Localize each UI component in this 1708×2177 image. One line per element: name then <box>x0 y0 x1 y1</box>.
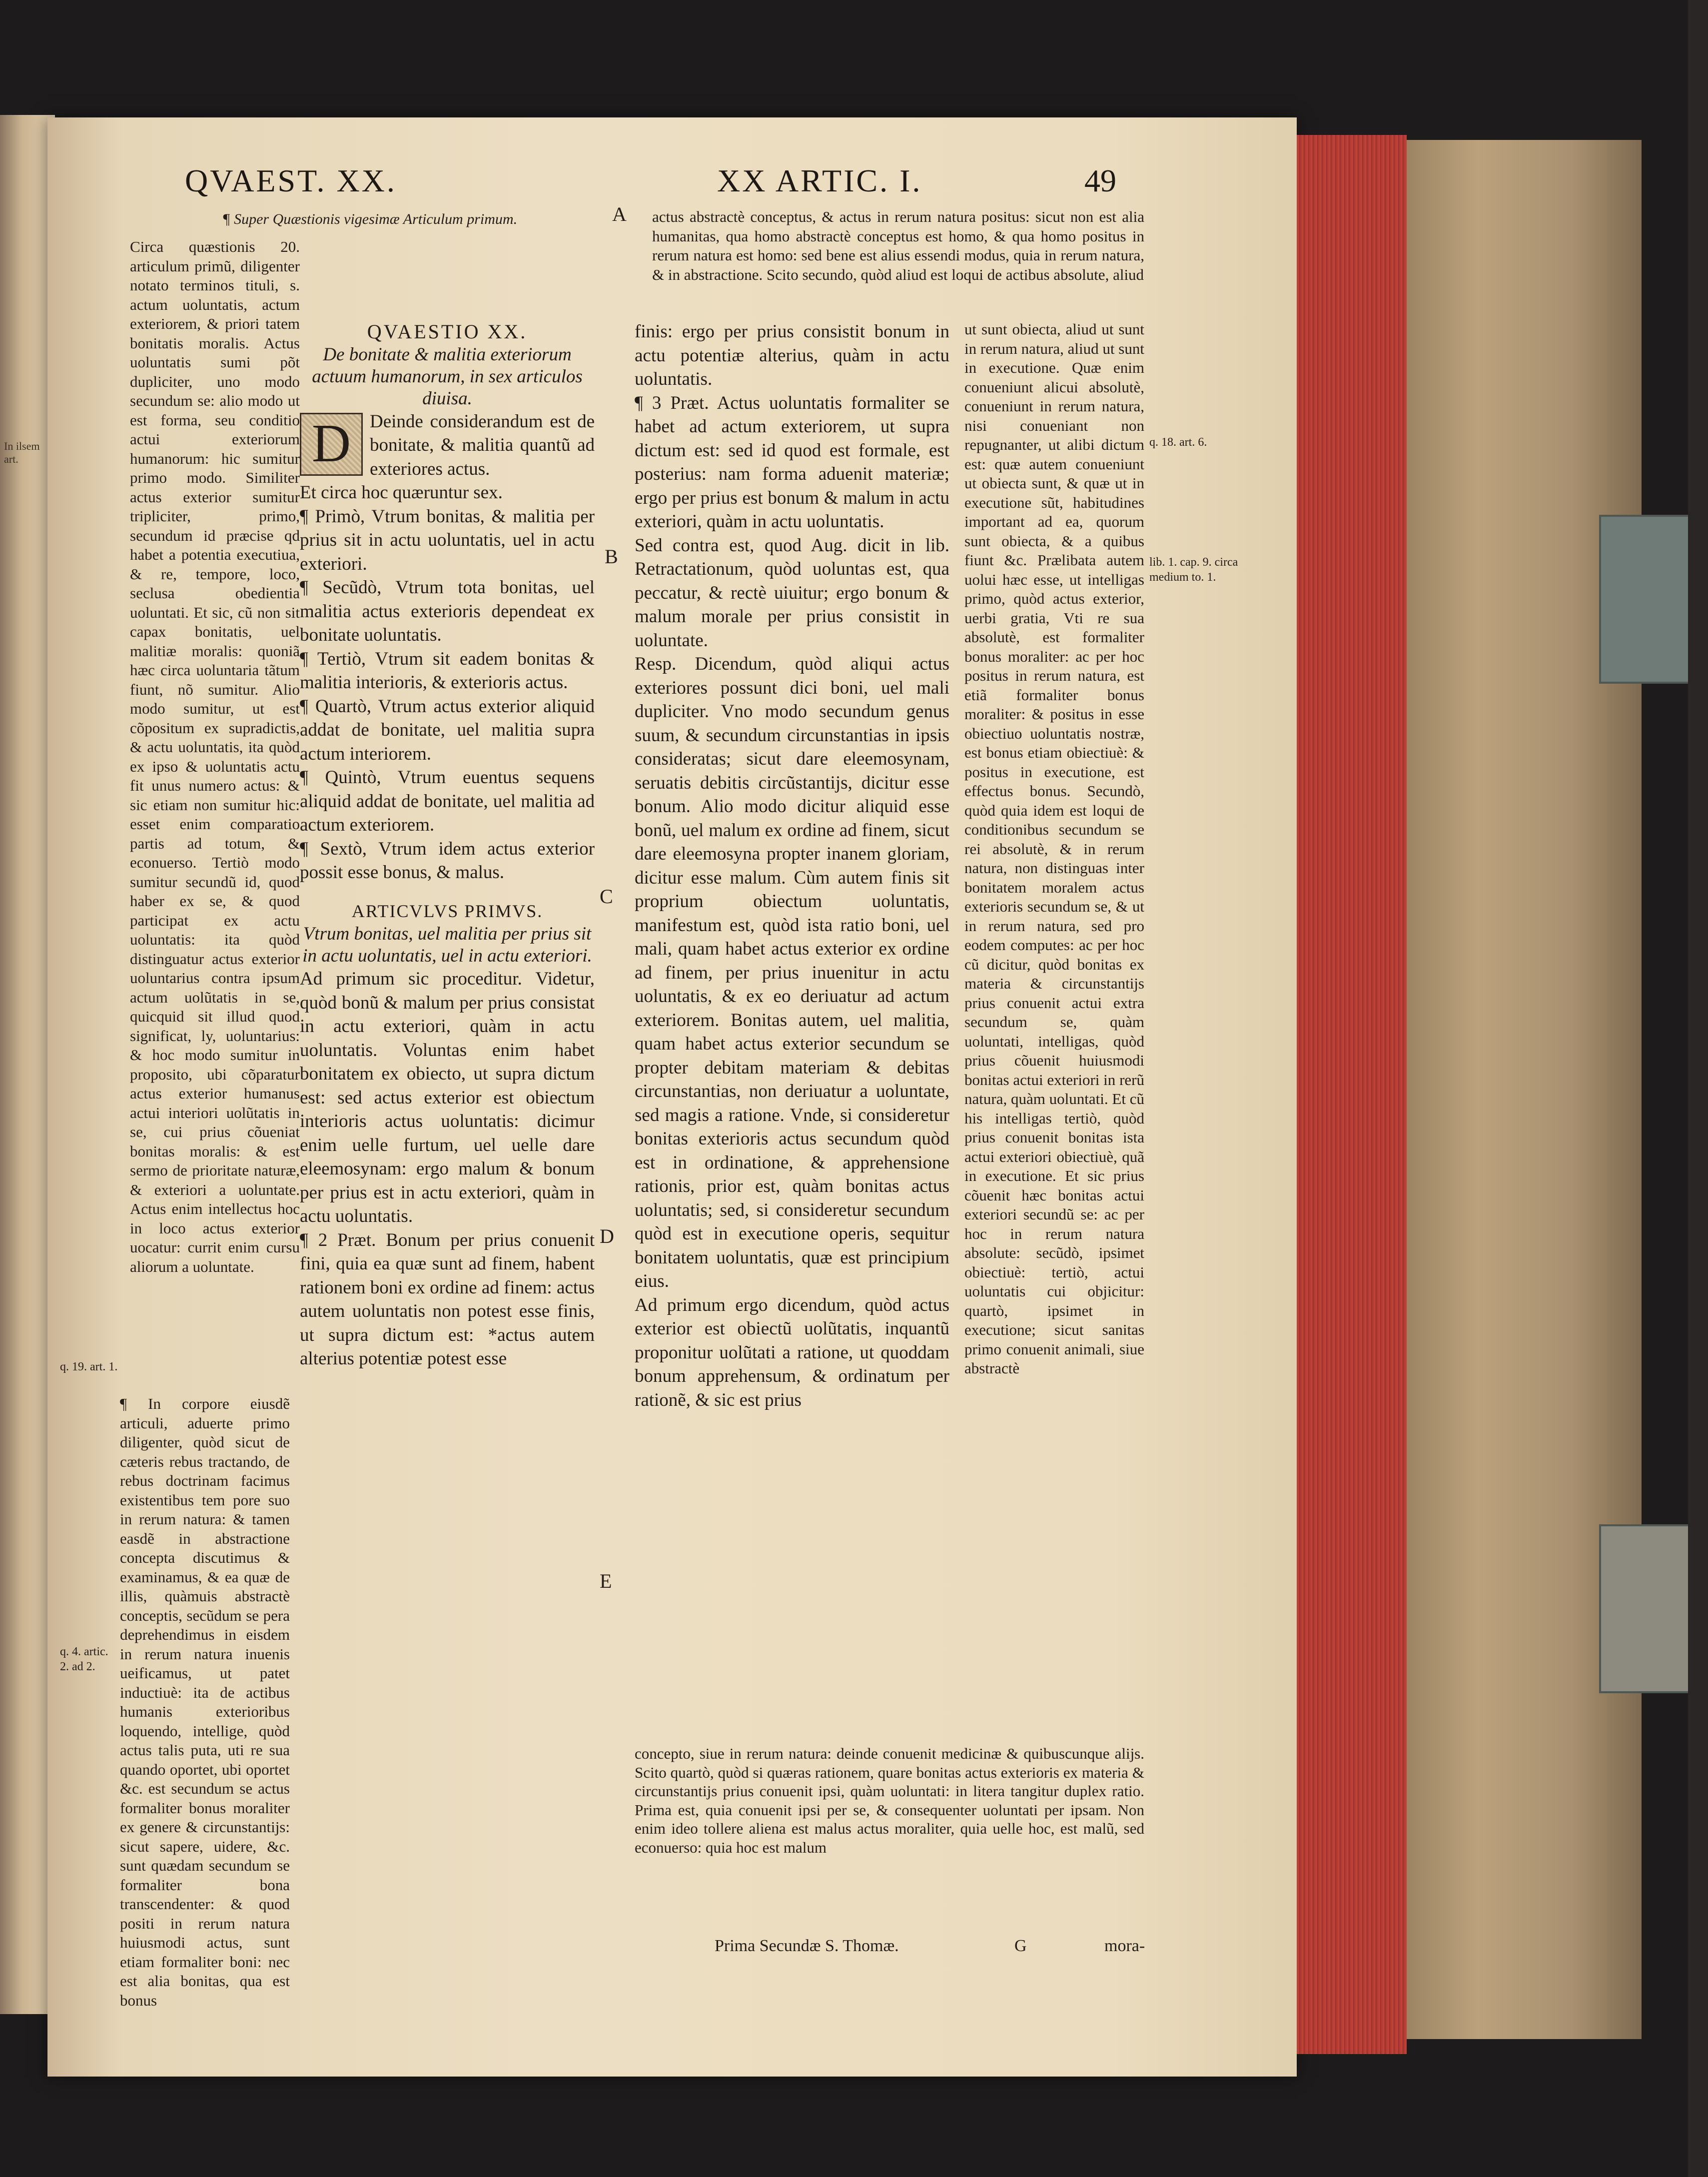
quaestio-subtitle: De bonitate & malitia exteriorum actuum humanorum, in sex articulos diuisa. <box>312 344 583 409</box>
article-title: ARTICVLVS PRIMVS. <box>351 901 543 921</box>
clasp-bottom <box>1599 1524 1698 1693</box>
page-header <box>185 162 1174 207</box>
question-2: ¶ Secũdò, Vtrum tota bonitas, uel malitia actus exterioris dependeat ex bonitate uoluntatis. <box>300 577 595 645</box>
section-letter-a: A <box>612 203 627 225</box>
margin-note-left-2: q. 4. artic. 2. ad 2. <box>60 1645 108 1673</box>
article-subtitle: Vtrum bonitas, uel malitia per prius sit in actu uoluntatis, uel in actu exteriori. <box>302 924 592 966</box>
header-quaestio: QVAEST. XX. <box>185 163 397 198</box>
objection-1-end: finis: ergo per prius consistit bonum in actu potentiæ alterius, quàm in actu uoluntatis. <box>635 321 949 389</box>
margin-note-right-1: q. 18. art. 6. <box>1149 436 1207 449</box>
running-footer: Prima Secundæ S. Thomæ. <box>715 1937 899 1955</box>
article-column <box>635 320 949 1412</box>
question-3: ¶ Tertiò, Vtrum sit eadem bonitas & malitia interioris, & exterioris actus. <box>300 648 595 693</box>
article-text-2: ¶ 2 Præt. Bonum per prius conuenit fini, quia ea quæ sunt ad finem, habent rationem boni ex ordine ad finem: actus autem uoluntatis non potest esse finis, ut supra dictum est: *actus autem alterius potentiæ potest esse <box>300 1229 595 1369</box>
previous-page-edge <box>0 115 55 2014</box>
section-letter-b: B <box>605 545 618 568</box>
quaestio-title: QVAESTIO XX. <box>367 320 528 343</box>
scan-edge <box>1688 0 1708 2177</box>
page-number: 49 <box>1084 163 1116 198</box>
quaestio-column <box>300 320 595 1371</box>
section-letter-e: E <box>600 1570 612 1592</box>
question-6: ¶ Sextò, Vtrum idem actus exterior possit esse bonus, & malus. <box>300 838 595 883</box>
quaestio-intro: D Deinde considerandum est de bonitate, & malitia quantũ ad exteriores actus. <box>300 410 595 481</box>
section-letter-d: D <box>600 1225 614 1247</box>
margin-note-right-2: lib. 1. cap. 9. circa medium to. 1. <box>1149 556 1238 584</box>
page-footer <box>715 1937 1164 1956</box>
margin-note-left-1: q. 19. art. 1. <box>60 1360 118 1373</box>
quaestio-intro-2: Et circa hoc quæruntur sex. <box>300 482 503 503</box>
commentary-heading: ¶ Super Quæstionis vigesimæ Articulum primum. <box>222 211 518 227</box>
question-1: ¶ Primò, Vtrum bonitas, & malitia per prius sit in actu uoluntatis, uel in actu exteriori. <box>300 506 595 574</box>
red-fore-edge <box>1297 135 1407 2054</box>
header-articulus: XX ARTIC. I. <box>717 163 922 198</box>
ad-primum: Ad primum ergo dicendum, quòd actus exterior est obiectũ uolũtatis, inquantũ proponitur uolũtati a ratione, ut quoddam bonum apprehensum, & ordinatum per rationẽ, & sic est prius <box>635 1294 949 1410</box>
article-text: Ad primum sic proceditur. Videtur, quòd bonũ & malum per prius consistat in actu exteriori, quàm in actu uoluntatis. Voluntas enim habet bonitatem ex obiecto, ut supra dictum est: sed actus exterior est obiectum interioris actus uoluntatis: dicimur enim uelle furtum, uel uelle dare eleemosynam: ergo malum & bonum per prius est in actu exteriori, quàm in actu uoluntatis. <box>300 969 595 1226</box>
left-commentary <box>130 210 610 233</box>
sed-contra: Sed contra est, quod Aug. dicit in lib. Retractationum, quòd uoluntas est, qua peccatur, & rectè uiuitur; ergo bonum & malum morale per prius consistit in uoluntate. <box>635 535 949 651</box>
bottom-commentary: concepto, siue in rerum natura: deinde conuenit medicinæ & quibuscunque alijs. Scito quartò, quòd si quæras rationem, quare bonitas actus exterioris ex materia & circunstantijs prius conuenit ipsi, quàm uoluntati: in litera tangitur duplex ratio. Prima est, quia conuenit ipsi per se, & consequenter uoluntati per ipsam. Non enim ideo tollere aliena est malus actus moraliter, quia uelle hoc, est malũ, sed econuerso: quia hoc est malum <box>635 1745 1144 1856</box>
section-letter-c: C <box>600 885 613 908</box>
commentary-top-right: actus abstractè conceptus, & actus in rerum natura positus: sicut non est alia humanitas, qua homo abstractè conceptus est homo, & qua homo positus in rerum natura est homo: sed bene est alius essendi modus, quia in rerum natura, & in abstractione. Scito secundo, quòd aliud est loqui de actibus absolute, aliud <box>652 208 1144 283</box>
signature-mark: G <box>1014 1937 1027 1955</box>
side-commentary: ut sunt obiecta, aliud ut sunt in rerum natura, aliud ut sunt in executione. Quæ enim conueniunt alicui absolutè, conueniunt in rerum natura, nisi conueniant non repugnanter, ut alibi dictum est: quæ autem conueniunt ut obiecta sunt, & quæ ut in executione sũt, habitudines important ad ea, quorum sunt obiecta, & a quibus fiunt &c. Prælibata autem uolui hæc esse, ut intelligas primo, quòd actus exterior, uerbi gratia, Vti re sua absolutè, est formaliter bonus moraliter: ac per hoc positus in rerum natura, est etiã formaliter bonus moraliter: & positus in esse obiectiuo uoluntatis nostræ, est bonus etiam obiectiuè: & positus in executione, est effectus bonus. Secundò, quòd quia idem est loqui de conditionibus secundum se rei absolutè, & in rerum natura, non distinguas inter bonitatem moralem actus exterioris secundum se, & ut in rerum natura, sed pro eodem computes: ac per hoc cũ dicitur, quòd bonitas ex materia & circunstantijs prius conuenit actui extra secundum se, quàm uoluntati, intelligas, quòd prius cõuenit huiusmodi bonitas actui exteriori in rerũ natura, quàm uoluntati. Et cũ his intelligas tertiò, quòd prius conuenit bonitas ista actui exteriori obiectiuè, quã in executione. Et sic prius cõuenit hæc bonitas actui exteriori secundũ se: ac per hoc in rerum natura absolute: secũdò, ipsimet obiectiuè: tertiò, actui uoluntatis cui objicitur: quartò, ipsimet in executione; sicut sanitas primo conuenit animali, siue abstractè <box>964 320 1144 1377</box>
ornamental-initial: D <box>300 413 363 476</box>
leather-binding <box>1407 140 1642 2039</box>
objection-3: ¶ 3 Præt. Actus uoluntatis formaliter se habet ad actum exteriorem, ut supra dictum est: sed id quod est formale, est posterius: nam forma aduenit materiæ; ergo per prius est bonum & malum in actu exteriori, quàm in actu uoluntatis. <box>635 392 949 532</box>
commentary-text-2: ¶ In corpore eiusdẽ articuli, aduerte primo diligenter, quòd sicut de cæteris rebus tractando, de rebus doctrinam facimus existentibus tem pore suo in rerum natura: & tamen easdẽ in abstractione concepta discutimus & examinamus, & ea quæ de illis, quàmuis abstractè conceptis, secũdum se pera deprehendimus in eisdem in rerum natura inuenis ueificamus, ut patet inductiuè: ita de actibus humanis exterioribus loquendo, intellige, quòd actus talis puta, uti re sua quando oportet, ubi oportet &c. est secundum se actus formaliter bonus moraliter ex genere & circunstantijs: sicut sapere, uidere, &c. sunt quædam secundum se formaliter bona transcendenter: & quod positi in rerum natura huiusmodi actus, sunt etiam formaliter boni: nec est alia bonitas, qua est bonus <box>120 1395 290 2009</box>
left-commentary-body-2 <box>120 1394 290 2010</box>
commentary-text: Circa quæstionis 20. articulum primũ, diligenter notato terminos tituli, s. actum uoluntatis, actum exteriorem, & priori tatem bonitatis moralis. Actus uoluntatis sumi põt dupliciter, uno modo secundum se: alio modo ut est forma, seu conditio actui exteriorum humanorum: hic sumitur primo modo. Similiter actus exterior sumitur tripliciter, primo, secundum id præcise qd habet a potentia executiua, & re, tempore, loco, seclusa obedientia uoluntati. Et sic, cũ non sit capax bonitatis, uel malitiæ moralis: quoniã hæc circa uoluntaria tãtum fiunt, nõ sumitur. Alio modo sumitur, ut est cõpositum ex supradictis, & actu uoluntatis, ita quòd ex ipso & uoluntatis actu fit unus numero actus: & sic etiam non sumitur hic: esset enim comparatio partis ad totum, & econuerso. Tertiò modo sumitur secundũ id, quod haber ex se, & quod participat ex actu uoluntatis: ita quòd distinguatur actus exterior uoluntarius contra ipsum actum uolũtatis in se, quicquid sit illud quod significat, ly, uoluntarius: & hoc modo sumitur in proposito, ubi cõparatur actus exterior humanus actui interiori uolũtatis in se, cui prius cõueniat bonitas moralis: & est sermo de prioritate naturæ, & exteriori a uoluntate. Actus enim intellectus hoc in loco actus exterior uocatur: currit enim cursu aliorum a uoluntate. <box>130 238 300 1275</box>
question-4: ¶ Quartò, Vtrum actus exterior aliquid addat de bonitate, uel malitia supra actum interiorem. <box>300 696 595 764</box>
question-5: ¶ Quintò, Vtrum euentus sequens aliquid addat de bonitate, uel malitia ad actum exteriorem. <box>300 767 595 835</box>
respondeo: Resp. Dicendum, quòd aliqui actus exteriores possunt dici boni, uel mali dupliciter. Vno modo secundum genus suum, & secundum circunstantias in ipsis consideratas; sicut dare eleemosynam, seruatis debitis circũstantijs, dicitur esse bonum. Alio modo dicitur aliquid esse bonũ, uel malum ex ordine ad finem, sicut dare eleemosyna propter inanem gloriam, dicitur esse malum. Cùm autem finis sit proprium obiectum uoluntatis, manifestum est, quòd ista ratio boni, uel mali, quam habet actus exterior ex ordine ad finem, per prius inuenitur in actu uoluntatis, & ex eo deriuatur ad actum exteriorem. Bonitas autem, uel malitia, quam habet actus exterior secundum se propter debitam materiam & debitas circunstantias, non deriuatur a uoluntate, sed magis a ratione. Vnde, si consideretur bonitas exterioris actus secundum quòd est in ordinatione, & apprehensione rationis, prior est, quàm bonitas actus uoluntatis; sed, si consideretur secundum quòd est in executione operis, sequitur bonitatem uoluntatis, quæ est principium eius. <box>635 654 949 1291</box>
clasp-top <box>1599 515 1698 684</box>
prev-page-note: In ilsem art. <box>4 440 40 465</box>
catchword: mora- <box>1104 1937 1145 1955</box>
